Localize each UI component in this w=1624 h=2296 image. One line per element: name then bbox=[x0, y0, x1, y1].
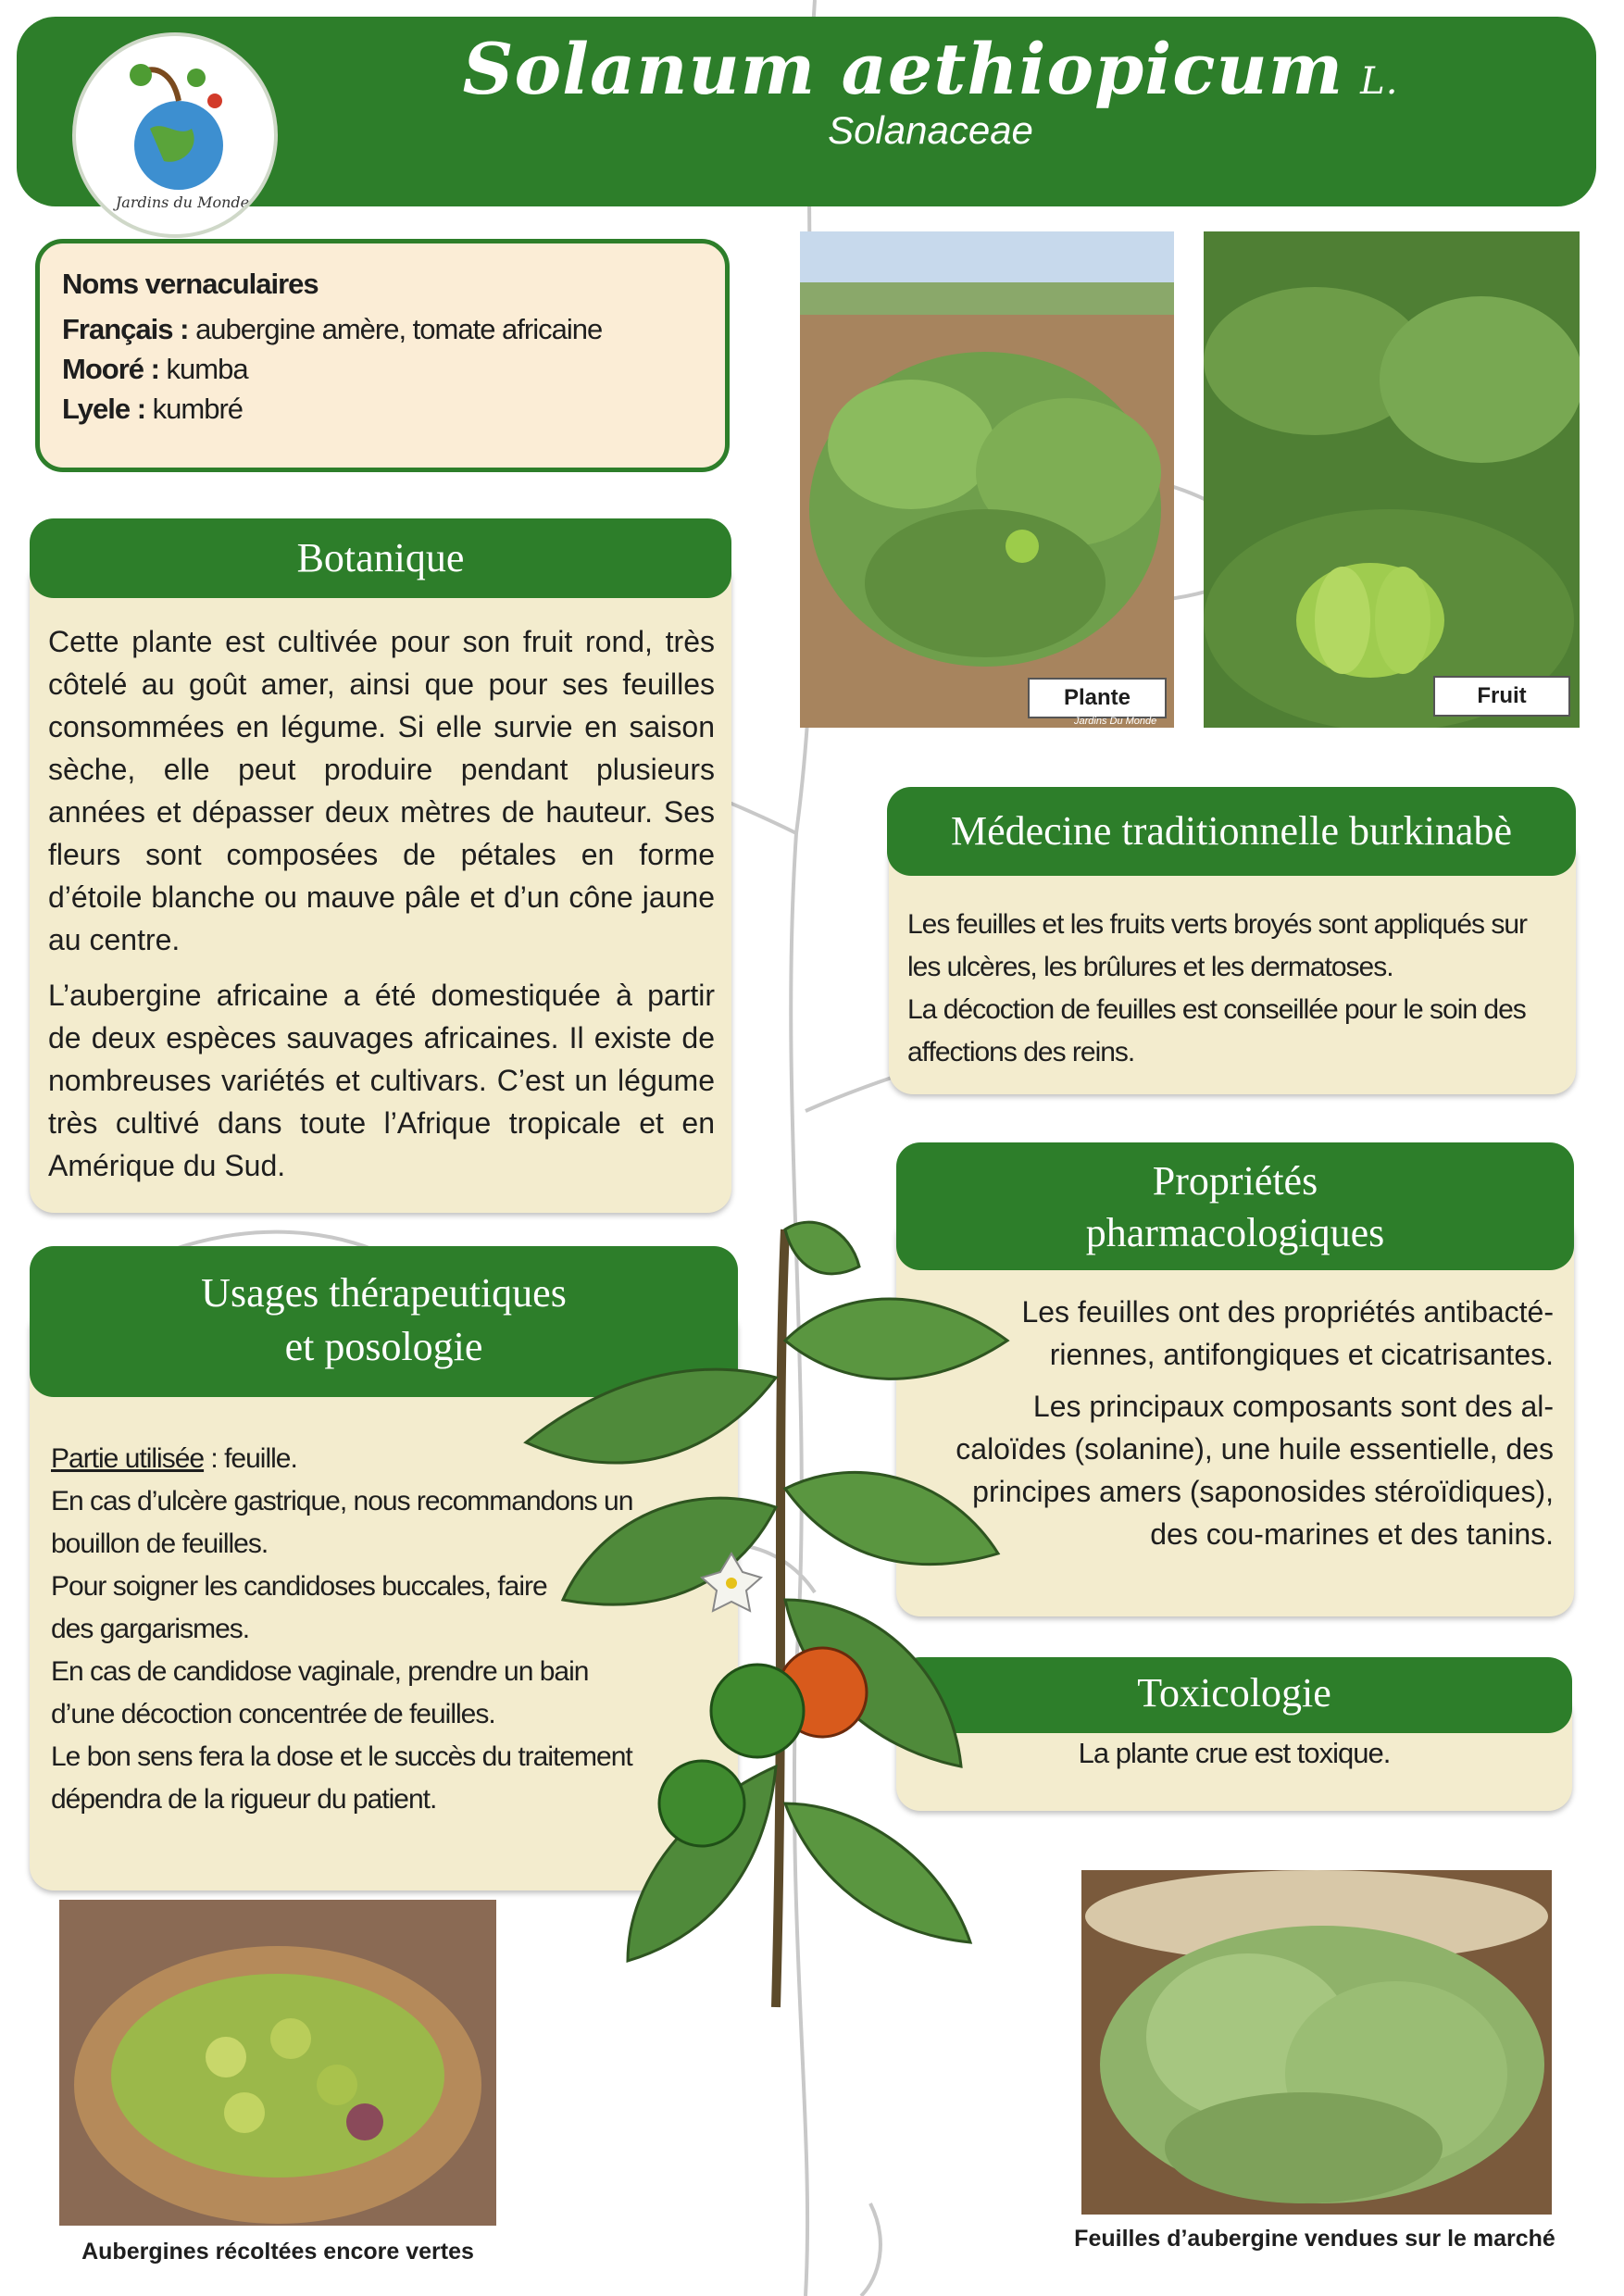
family-name: Solanaceae bbox=[828, 108, 1033, 152]
species-name: Solanum aethiopicum bbox=[462, 28, 1344, 110]
vernacular-lang: Mooré : bbox=[62, 353, 159, 385]
vernacular-value: kumbré bbox=[145, 393, 244, 425]
vernacular-row bbox=[62, 349, 703, 389]
medecine-heading: Médecine traditionnelle burkinabè bbox=[887, 787, 1576, 876]
vernacular-row bbox=[62, 389, 703, 429]
market-leaves-photo bbox=[1081, 1870, 1552, 2215]
botanique-text bbox=[48, 620, 715, 1200]
logo-text: Jardins du Monde bbox=[115, 193, 250, 211]
usages-heading-line: Usages thérapeutiques bbox=[201, 1270, 567, 1316]
usages-heading-line: et posologie bbox=[284, 1324, 483, 1369]
botanique-heading: Botanique bbox=[30, 518, 731, 598]
toxicologie-text: La plante crue est toxique. bbox=[1078, 1737, 1391, 1769]
fruit-photo bbox=[1204, 231, 1580, 728]
jardins-du-monde-logo bbox=[72, 32, 278, 238]
vernacular-heading: Noms vernaculaires bbox=[62, 268, 319, 300]
market-leaves-caption: Feuilles d’aubergine vendues sur le marché bbox=[1074, 2226, 1555, 2252]
plant-photo-credit: Jardins Du Monde bbox=[1074, 716, 1157, 727]
medecine-line: La décoction de feuilles est conseillée pour le soin des affections des reins. bbox=[907, 994, 1526, 1067]
plant-photo bbox=[800, 231, 1174, 728]
usage-line: En cas d’ulcère gastrique, nous recommandons un bouillon de feuilles. bbox=[51, 1486, 633, 1559]
vernacular-lang: Lyele : bbox=[62, 393, 146, 425]
botanique-paragraph: Cette plante est cultivée pour son fruit rond, très côtelé au goût amer, ainsi que pour ses feuilles consommées en légume. Si elle survie en saison sèche, elle peut produire pendant plusieurs années et dépasser deux mètres de hauteur. Ses fleurs sont composées de pétales en forme d’étoile blanche ou mauve pâle et d’un cône jaune au centre. bbox=[48, 625, 715, 956]
vernacular-row bbox=[62, 309, 703, 349]
medecine-line: Les feuilles et les fruits verts broyés sont appliqués sur les ulcères, les brûlures et les dermatoses. bbox=[907, 909, 1528, 982]
vernacular-value: kumba bbox=[158, 353, 248, 385]
toxicologie-heading: Toxicologie bbox=[896, 1657, 1572, 1733]
usage-line: Le bon sens fera la dose et le succès du traitement dépendra de la rigueur du patient. bbox=[51, 1741, 632, 1815]
basket-photo bbox=[59, 1900, 496, 2226]
vernacular-lang: Français : bbox=[62, 313, 189, 345]
proprietes-paragraph: Les principaux composants sont des al-caloïdes (solanine), une huile essentielle, des principes amers (saponosides stéroïdiques), des cou-marines et des tanins. bbox=[956, 1390, 1554, 1551]
usage-line: Pour soigner les candidoses buccales, faire des gargarismes. bbox=[51, 1571, 547, 1644]
basket-photo-caption: Aubergines récoltées encore vertes bbox=[81, 2239, 474, 2265]
species-author: L. bbox=[1360, 60, 1399, 103]
usage-line: En cas de candidose vaginale, prendre un bain d’une décoction concentrée de feuilles. bbox=[51, 1656, 589, 1729]
fruit-photo-caption: Fruit bbox=[1433, 676, 1570, 717]
species-title bbox=[306, 28, 1555, 110]
plant-illustration bbox=[507, 1211, 1026, 2063]
proprietes-paragraph: Les feuilles ont des propriétés antibacté-riennes, antifongiques et cicatrisantes. bbox=[1021, 1295, 1554, 1371]
vernacular-value: aubergine amère, tomate africaine bbox=[188, 313, 603, 345]
proprietes-heading-line: pharmacologiques bbox=[1085, 1210, 1385, 1255]
part-used-label: Partie utilisée bbox=[51, 1443, 205, 1474]
plant-photo-caption: Plante bbox=[1028, 678, 1167, 718]
proprietes-heading-line: Propriétés bbox=[1152, 1158, 1318, 1204]
medecine-text bbox=[907, 904, 1565, 1074]
botanique-paragraph: L’aubergine africaine a été domestiquée à partir de deux espèces sauvages africaines. Il existe de nombreuses variétés et cultivars. C’est un légume très cultivé dans toute l’Afrique tropicale et en Amérique du Sud. bbox=[48, 979, 715, 1182]
part-used-value: : feuille. bbox=[204, 1443, 297, 1474]
vernacular-names-box bbox=[35, 239, 730, 472]
proprietes-text bbox=[954, 1291, 1554, 1565]
